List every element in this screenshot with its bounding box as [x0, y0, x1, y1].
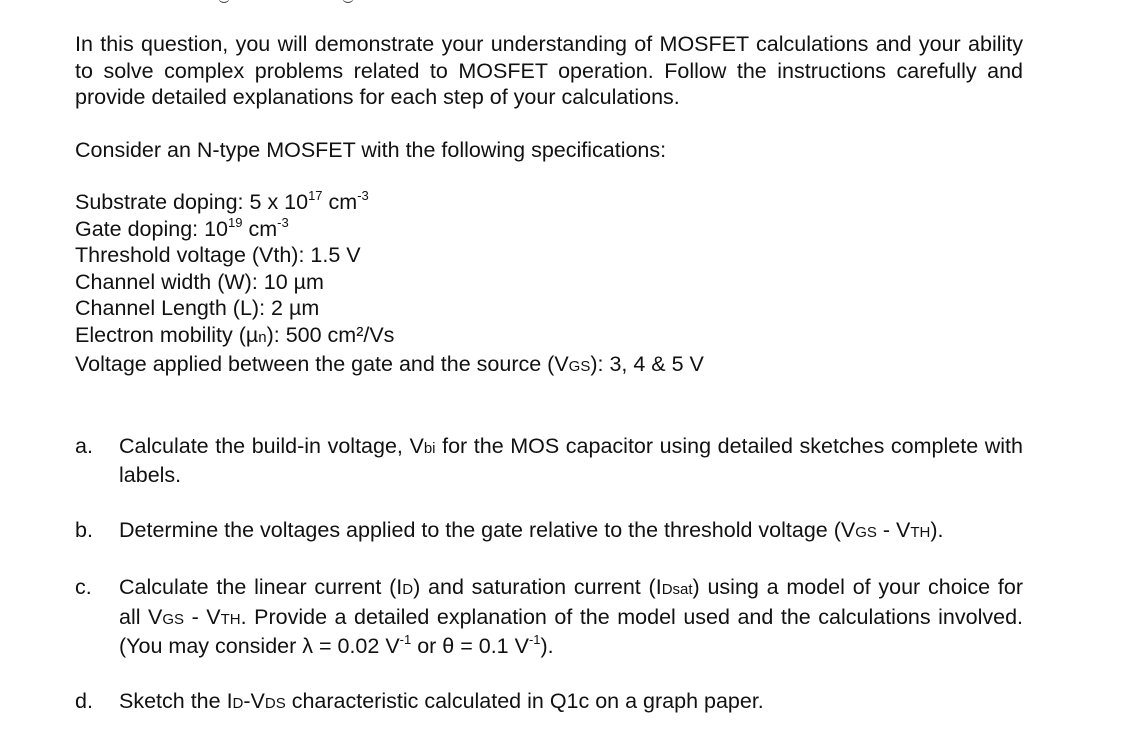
spec-gate-doping: Gate doping: $10^{19}$ $cm^{-3}$: [75, 214, 289, 241]
question-c: [75, 574, 1023, 660]
cropped-previous-line: [0, 0, 1123, 10]
spec-gate-source-voltage: Voltage applied between the gate and the source (VGS): 3, 4 & 5 V: [75, 352, 704, 376]
cropped-glyph: [218, 0, 230, 3]
spec-channel-width: Channel width (W): 10 µm: [75, 269, 324, 294]
question-a: [75, 433, 1023, 489]
spec-substrate-doping: Substrate doping: 5 x $10^{17}$ $cm^{-3}$: [75, 188, 369, 214]
intro-paragraph: In this question, you will demonstrate your understanding of MOSFET calculations and your ability to solve complex problems related to MOSFET operation. Follow the instructions carefully and provide detailed explanations for each step of your calculations.: [75, 32, 1023, 109]
question-text: Calculate the linear current (ID) and saturation current (IDsat) using a model of your choice for all VGS - VTH. Provide a detailed explanation of the model used and the calculations involved. (You may consider λ = 0.02 $V^{-1}$ or θ = 0.1 $V^{-1}$).: [119, 575, 1024, 658]
spec-threshold-voltage: Threshold voltage (Vth): 1.5 V: [75, 243, 361, 267]
question-letter: c.: [75, 575, 92, 599]
question-document: [75, 31, 1023, 717]
consider-line: Consider an N-type MOSFET with the following specifications:: [75, 137, 667, 162]
question-text: Sketch the ID-VDS characteristic calculated in Q1c on a graph paper.: [119, 688, 764, 713]
cropped-glyph: [342, 0, 354, 3]
spec-channel-length: Channel Length (L): 2 µm: [75, 296, 320, 320]
question-letter: b.: [75, 517, 93, 542]
question-d: [75, 688, 1023, 718]
question-letter: d.: [75, 688, 93, 713]
question-text: Calculate the build-in voltage, Vbi for the MOS capacitor using detailed sketches complete with labels.: [119, 433, 1023, 487]
question-letter: a.: [75, 433, 93, 458]
question-b: [75, 517, 1023, 547]
question-text: Determine the voltages applied to the gate relative to the threshold voltage (VGS - VTH).: [119, 517, 944, 542]
specifications-list: [75, 189, 1023, 381]
spec-electron-mobility: Electron mobility (µn): 500 cm²/Vs: [75, 322, 395, 347]
question-list: [75, 433, 1023, 718]
